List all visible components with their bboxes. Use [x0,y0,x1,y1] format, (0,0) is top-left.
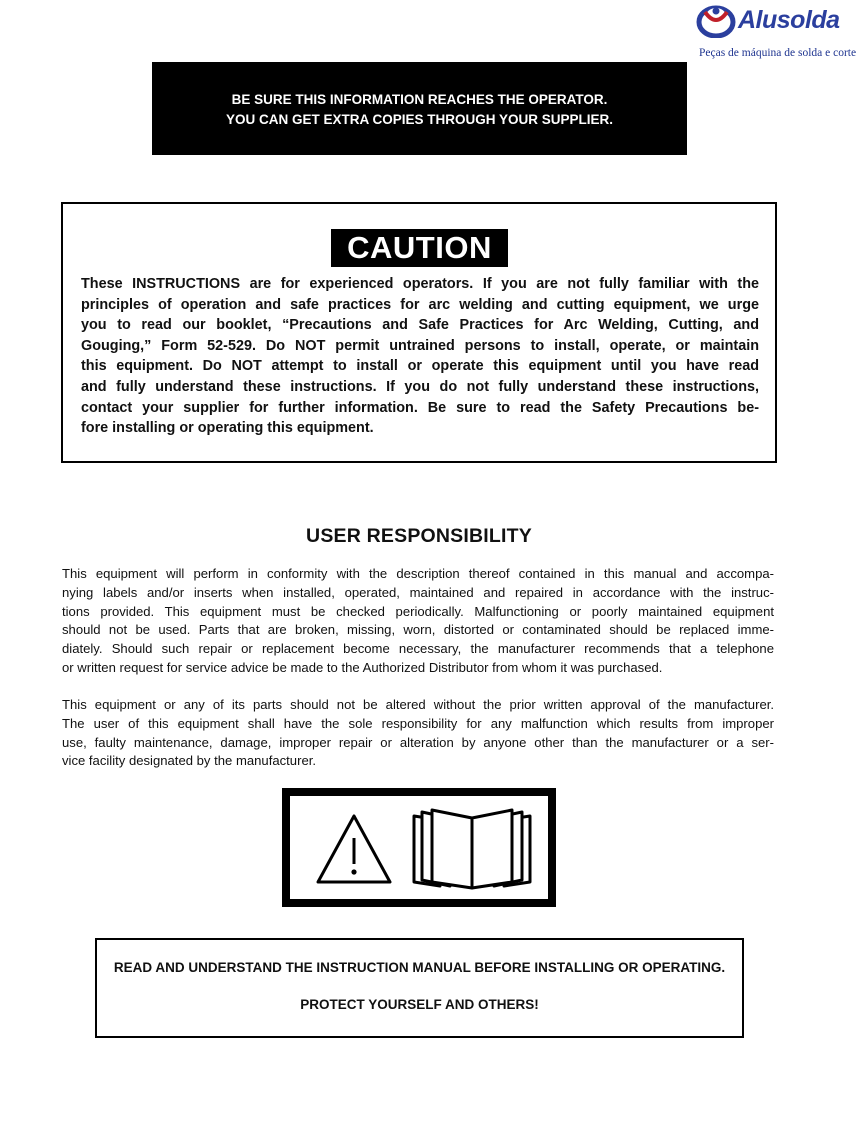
paragraph-line: This equipment or any of its parts should not be altered without the prior written approval of the manufacturer. [62,697,774,712]
paragraph-line: diately. Should such repair or replacement become necessary, the manufacturer recommends that a telephone [62,641,774,657]
logo-brand-name: Alusolda [738,6,840,34]
caution-line: this equipment. Do NOT attempt to install or operate this equipment until you have read [81,358,759,375]
safety-icons-box [282,788,556,907]
notice-line-1: READ AND UNDERSTAND THE INSTRUCTION MANUAL BEFORE INSTALLING OR OPERATING. [113,960,726,975]
paragraph-line: vice facility designated by the manufacturer. [62,753,317,769]
paragraph-line: should not be used. Parts that are broken, missing, worn, distorted or contaminated should be replaced imme- [62,622,774,638]
user-responsibility-paragraph-1 [62,565,774,678]
logo-tagline: Peças de máquina de solda e corte [699,47,857,59]
alusolda-logo [694,2,857,62]
paragraph-line: nying labels and/or inserts when installed, operated, maintained and repaired in accordance with the instruc- [62,584,774,600]
caution-text [81,274,759,439]
banner-line-1: BE SURE THIS INFORMATION REACHES THE OPERATOR. [231,92,608,107]
notice-line-2: PROTECT YOURSELF AND OTHERS! [300,997,539,1012]
caution-line: principles of operation and safe practices for arc welding and cutting equipment, we urge [81,296,759,313]
paragraph-line: or written request for service advice be made to the Authorized Distributor from whom it was purchased. [62,659,663,675]
caution-line: you to read our booklet, “Precautions and Safe Practices for Arc Welding, Cutting, and [81,317,759,334]
caution-line: fore installing or operating this equipment. [81,420,374,437]
caution-title: CAUTION [331,229,508,267]
warning-triangle-icon [314,810,394,888]
caution-line: contact your supplier for further information. Be sure to read the Safety Precautions be- [81,399,759,416]
open-book-icon [410,808,534,890]
read-manual-notice [95,938,744,1038]
paragraph-line: The user of this equipment shall have the sole responsibility for any malfunction which results from improper [62,715,774,731]
caution-line: and fully understand these instructions. If you do not fully understand these instructions, [81,378,759,395]
caution-box [61,202,777,463]
caution-line: Gouging,” Form 52-529. Do NOT permit untrained persons to install, operate, or maintain [81,337,759,354]
operator-info-banner [152,62,687,155]
alusolda-logo-mark-icon [696,4,736,38]
banner-line-2: YOU CAN GET EXTRA COPIES THROUGH YOUR SUPPLIER. [225,112,614,127]
user-responsibility-heading: USER RESPONSIBILITY [306,525,532,547]
user-responsibility-paragraph-2 [62,696,774,771]
paragraph-line: This equipment will perform in conformity with the description thereof contained in this manual and accompa- [62,566,774,581]
paragraph-line: use, faulty maintenance, damage, improper repair or alteration by anyone other than the manufacturer or a ser- [62,734,774,750]
caution-line: These INSTRUCTIONS are for experienced operators. If you are not fully familiar with the [81,276,759,292]
paragraph-line: tions provided. This equipment must be checked periodically. Malfunctioning or poorly maintained equipment [62,603,774,619]
